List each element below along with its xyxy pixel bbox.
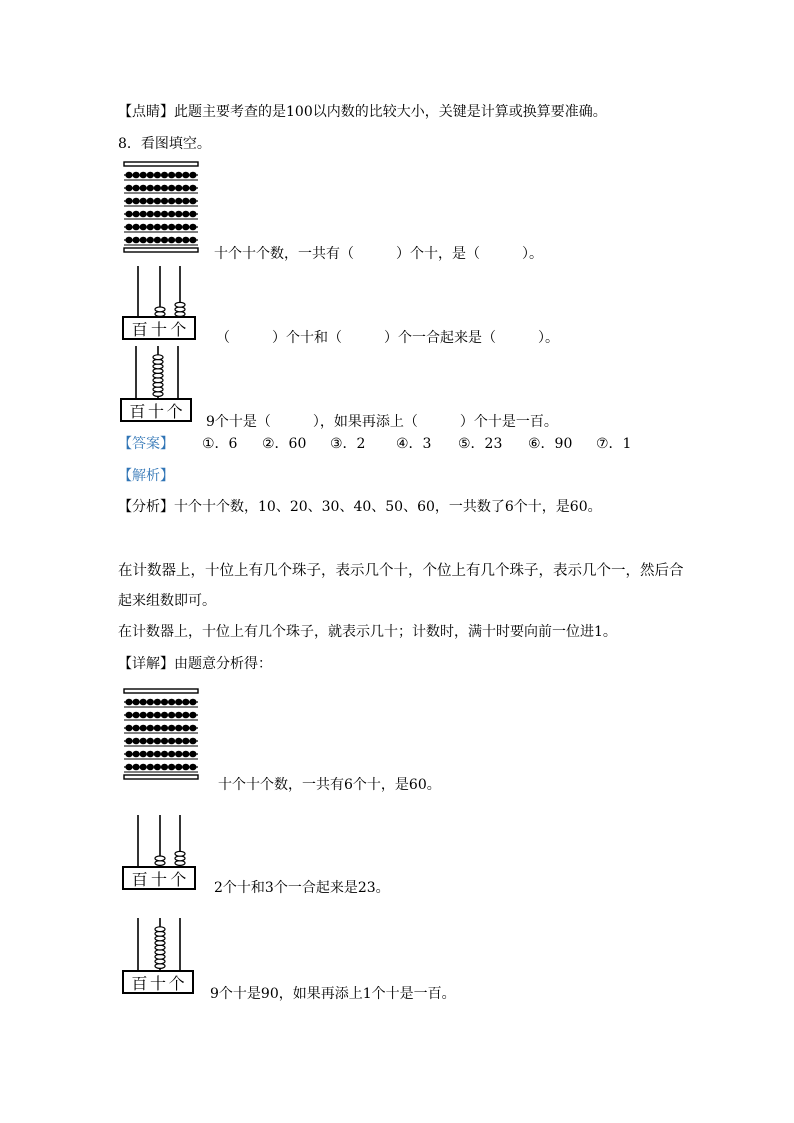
bead — [182, 237, 189, 244]
bead — [161, 699, 168, 706]
bead — [182, 738, 189, 745]
bead — [125, 751, 132, 758]
bead — [140, 699, 147, 706]
abacus-bead — [175, 851, 185, 856]
bead — [140, 764, 147, 771]
abacus-rods-2 — [122, 346, 194, 398]
bead — [168, 712, 175, 719]
label-ones: 个 — [168, 973, 185, 993]
answer-item-4: ④．3 — [396, 436, 432, 452]
bead — [168, 751, 175, 758]
abacus-bead — [155, 856, 165, 861]
bead — [125, 725, 132, 732]
bead — [125, 237, 132, 244]
detail-line-3: 9个十是90，如果再添上1个十是一百。 — [210, 986, 456, 1002]
bead — [140, 198, 147, 205]
bead — [140, 751, 147, 758]
bead — [182, 172, 189, 179]
answer-item-2: ②．60 — [262, 436, 307, 452]
bead — [154, 725, 161, 732]
bead — [182, 725, 189, 732]
bead — [182, 211, 189, 218]
bead — [189, 211, 196, 218]
bead — [168, 185, 175, 192]
bead — [125, 211, 132, 218]
bead — [133, 211, 140, 218]
bead — [175, 699, 182, 706]
bead — [140, 237, 147, 244]
bead — [168, 224, 175, 231]
bead — [161, 751, 168, 758]
label-hundreds: 百 — [131, 319, 148, 339]
bead — [125, 224, 132, 231]
label-tens: 十 — [147, 401, 164, 421]
bead — [154, 185, 161, 192]
bead — [168, 198, 175, 205]
bead — [147, 751, 154, 758]
bead — [189, 725, 196, 732]
bead — [168, 725, 175, 732]
bead — [147, 198, 154, 205]
bead — [189, 699, 196, 706]
bead — [133, 738, 140, 745]
paragraph-1a: 在计数器上，十位上有几个珠子，表示几个十，个位上有几个珠子，表示几个一，然后合 — [118, 563, 684, 579]
bead — [133, 764, 140, 771]
paragraph-1b: 起来组数即可。 — [118, 593, 216, 609]
bottom-bar — [124, 775, 198, 779]
bead — [161, 224, 168, 231]
detail-line-1: 十个十个数，一共有6个十，是60。 — [218, 777, 441, 793]
bead — [133, 224, 140, 231]
bead — [133, 712, 140, 719]
bead — [189, 764, 196, 771]
bead — [161, 764, 168, 771]
label-hundreds: 百 — [131, 973, 148, 993]
bead — [140, 725, 147, 732]
bead — [147, 185, 154, 192]
bead — [168, 237, 175, 244]
bead — [175, 712, 182, 719]
bead — [189, 185, 196, 192]
bead — [133, 185, 140, 192]
paragraph-2: 在计数器上，十位上有几个珠子，就表示几十；计数时，满十时要向前一位进1。 — [118, 624, 617, 640]
bead — [133, 751, 140, 758]
bead — [125, 699, 132, 706]
answer-item-5: ⑤．23 — [458, 436, 503, 452]
detail-label: 【详解】由题意分析得： — [118, 656, 272, 672]
bead — [175, 198, 182, 205]
bead — [182, 224, 189, 231]
bead — [189, 172, 196, 179]
label-hundreds: 百 — [129, 401, 146, 421]
bead — [175, 725, 182, 732]
label-ones: 个 — [170, 319, 187, 339]
question-line-3: 9个十是（ ），如果再添上（ ）个十是一百。 — [206, 414, 558, 430]
top-bar — [124, 689, 198, 693]
bead — [175, 237, 182, 244]
bead-rows-figure-1 — [124, 162, 202, 258]
bead — [147, 699, 154, 706]
bead — [154, 237, 161, 244]
bead — [133, 699, 140, 706]
analysis-label: 【解析】 — [118, 468, 174, 484]
bead — [133, 725, 140, 732]
abacus-bead — [175, 302, 185, 307]
bead — [133, 237, 140, 244]
bead — [140, 224, 147, 231]
label-hundreds: 百 — [131, 869, 148, 889]
abacus-bead — [155, 307, 165, 312]
label-tens: 十 — [150, 319, 167, 339]
bead — [189, 224, 196, 231]
bead — [182, 764, 189, 771]
bead — [154, 712, 161, 719]
bead — [125, 185, 132, 192]
bead — [125, 738, 132, 745]
bead — [161, 712, 168, 719]
bead — [182, 751, 189, 758]
bead — [175, 211, 182, 218]
bead — [161, 738, 168, 745]
bead — [161, 185, 168, 192]
answer-label: 【答案】 — [118, 436, 174, 452]
detail-line-2: 2个十和3个一合起来是23。 — [214, 880, 390, 896]
bead — [182, 185, 189, 192]
question-title: 8．看图填空。 — [118, 136, 211, 152]
bead — [154, 751, 161, 758]
question-line-1: 十个十个数，一共有（ ）个十，是（ ）。 — [214, 246, 543, 262]
bead — [154, 211, 161, 218]
bead — [140, 738, 147, 745]
bead — [161, 172, 168, 179]
bead — [182, 712, 189, 719]
bead — [175, 224, 182, 231]
bead — [147, 224, 154, 231]
tip-line: 【点睛】此题主要考查的是100以内数的比较大小，关键是计算或换算要准确。 — [118, 104, 607, 120]
answer-item-7: ⑦．1 — [596, 436, 632, 452]
bead — [161, 237, 168, 244]
bead — [168, 738, 175, 745]
bead — [168, 172, 175, 179]
bead — [140, 185, 147, 192]
bottom-bar — [124, 248, 198, 252]
bead — [189, 198, 196, 205]
bead — [182, 699, 189, 706]
bead — [154, 224, 161, 231]
bead — [125, 172, 132, 179]
bead — [154, 738, 161, 745]
bead — [147, 764, 154, 771]
bead — [161, 725, 168, 732]
bead — [168, 764, 175, 771]
label-ones: 个 — [170, 869, 187, 889]
answer-item-3: ③．2 — [330, 436, 366, 452]
abacus-rods-4 — [124, 918, 196, 970]
bead — [133, 198, 140, 205]
bead — [125, 712, 132, 719]
bead — [125, 198, 132, 205]
bead — [154, 699, 161, 706]
abacus-rods-3 — [124, 815, 196, 867]
question-line-2: （ ）个十和（ ）个一合起来是（ ）。 — [216, 330, 559, 346]
bead — [147, 211, 154, 218]
bead — [161, 198, 168, 205]
bead — [140, 712, 147, 719]
bead — [175, 172, 182, 179]
abacus-bead — [155, 927, 165, 932]
fenxi-line: 【分析】十个十个数，10、20、30、40、50、60，一共数了6个十，是60。 — [118, 499, 602, 515]
bead-rows-figure-2 — [124, 689, 202, 785]
bead — [189, 237, 196, 244]
label-ones: 个 — [166, 401, 183, 421]
bead — [147, 712, 154, 719]
bead — [189, 712, 196, 719]
abacus-rods-1 — [124, 266, 196, 318]
bead — [125, 764, 132, 771]
bead — [140, 211, 147, 218]
bead — [168, 211, 175, 218]
abacus-label-box-3 — [122, 866, 196, 890]
bead — [147, 725, 154, 732]
top-bar — [124, 162, 198, 166]
label-tens: 十 — [150, 869, 167, 889]
abacus-label-box-2 — [120, 398, 192, 422]
answer-item-6: ⑥．90 — [528, 436, 573, 452]
bead — [189, 738, 196, 745]
bead — [140, 172, 147, 179]
bead — [133, 172, 140, 179]
bead — [175, 764, 182, 771]
bead — [147, 172, 154, 179]
abacus-bead — [153, 355, 163, 360]
answer-item-1: ①．6 — [202, 436, 238, 452]
bead — [175, 738, 182, 745]
bead — [147, 237, 154, 244]
abacus-label-box-4 — [122, 970, 194, 994]
abacus-label-box-1 — [122, 316, 196, 340]
label-tens: 十 — [149, 973, 166, 993]
bead — [147, 738, 154, 745]
bead — [189, 751, 196, 758]
bead — [154, 172, 161, 179]
bead — [154, 198, 161, 205]
bead — [175, 751, 182, 758]
bead — [161, 211, 168, 218]
bead — [168, 699, 175, 706]
bead — [154, 764, 161, 771]
bead — [182, 198, 189, 205]
bead — [175, 185, 182, 192]
